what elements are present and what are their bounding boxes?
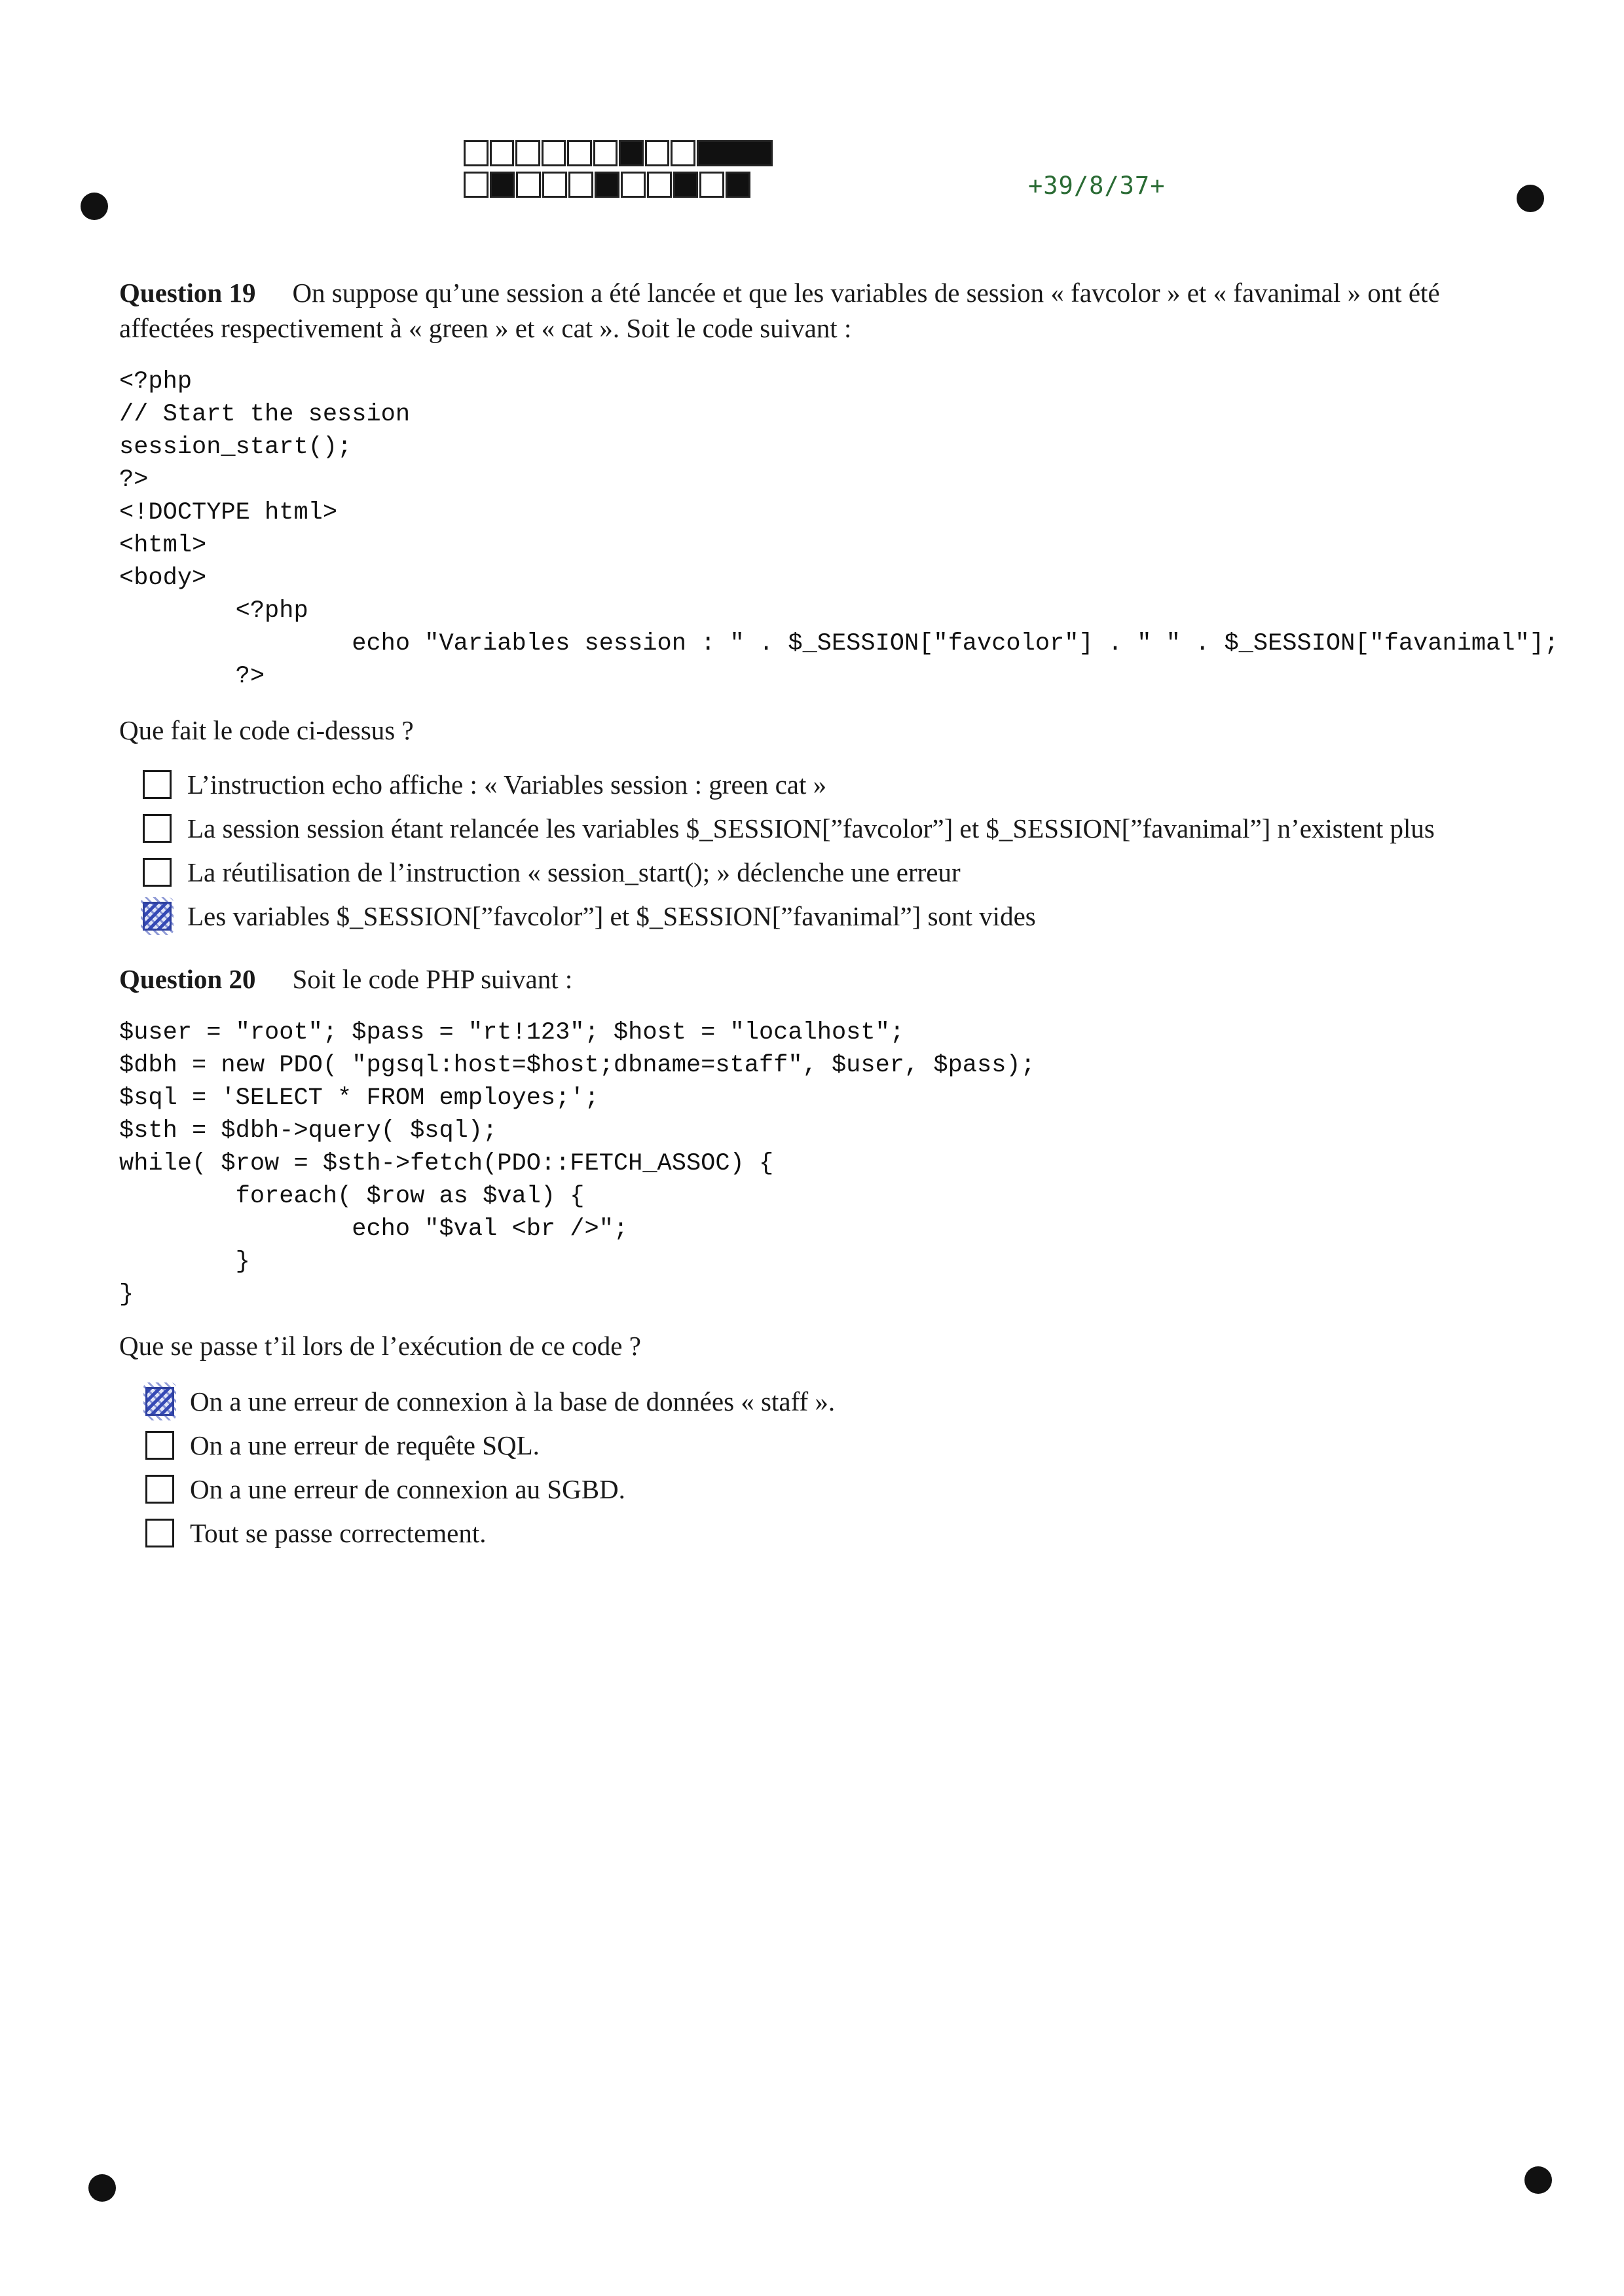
barcode-cell (516, 172, 541, 198)
question-prompt-q20: Que se passe t’il lors de l’exécution de ce code ? (119, 1331, 641, 1361)
checkbox[interactable] (145, 1431, 174, 1460)
question-20 (119, 961, 1527, 997)
barcode-cell (490, 172, 515, 198)
checkbox[interactable] (145, 1475, 174, 1504)
registration-dot-top-left (81, 193, 108, 220)
question-prompt-q19: Que fait le code ci-dessus ? (119, 715, 414, 745)
choices-q20 (145, 1379, 835, 1555)
barcode-cell (619, 140, 644, 166)
registration-dot-bottom-left (88, 2174, 116, 2202)
barcode-cell (567, 140, 592, 166)
barcode-cell (645, 140, 670, 166)
checkbox-checked[interactable] (143, 902, 172, 931)
choice-q19-a[interactable] (143, 762, 1435, 806)
barcode-cell (673, 172, 698, 198)
choice-q19-c[interactable] (143, 850, 1435, 894)
question-text: On suppose qu’une session a été lancée et que les variables de session « favcolor » et « favanimal » ont été affectées respectivement à « green » et « cat ». Soit le code suivant : (119, 278, 1440, 343)
choice-label: On a une erreur de connexion au SGBD. (190, 1473, 625, 1504)
registration-dot-top-right (1517, 185, 1544, 212)
barcode-cell (595, 172, 619, 198)
barcode-row-2 (464, 172, 774, 198)
question-19 (119, 275, 1527, 346)
choice-q20-b[interactable] (145, 1423, 835, 1467)
choice-label: On a une erreur de requête SQL. (190, 1430, 540, 1460)
choice-label: La réutilisation de l’instruction « session_start(); » déclenche une erreur (187, 857, 961, 887)
code-block-q19: <?php // Start the session session_start(); ?> <!DOCTYPE html> <html> <body> <?php echo "Variables session : " . $_SESSION["favcolor"] . " " . $_SESSION["favanimal"]; ?> (119, 368, 1559, 690)
checkbox[interactable] (143, 858, 172, 887)
barcode-cell (647, 172, 672, 198)
choice-label: On a une erreur de connexion à la base de données « staff ». (190, 1386, 836, 1416)
barcode-cell (490, 140, 515, 166)
choice-q19-d[interactable] (143, 894, 1435, 938)
barcode-row-1 (464, 140, 774, 166)
checkbox[interactable] (143, 770, 172, 799)
choice-label: Tout se passe correctement. (190, 1517, 487, 1548)
barcode-cell (621, 172, 646, 198)
checkbox[interactable] (143, 814, 172, 843)
barcode-cell (726, 172, 750, 198)
choice-label: La session session étant relancée les variables $_SESSION[”favcolor”] et $_SESSION[”favanimal”] n’existent plus (187, 813, 1435, 843)
checkbox-checked[interactable] (145, 1387, 174, 1416)
choice-label: L’instruction echo affiche : « Variables session : green cat » (187, 769, 827, 800)
barcode-cell (515, 140, 540, 166)
barcode-cell (593, 140, 618, 166)
choice-label: Les variables $_SESSION[”favcolor”] et $_SESSION[”favanimal”] sont vides (187, 900, 1036, 931)
registration-dot-bottom-right (1524, 2166, 1552, 2194)
page-code: +39/8/37+ (1028, 172, 1166, 200)
choice-q19-b[interactable] (143, 806, 1435, 850)
page-barcode (464, 140, 774, 203)
barcode-cell (464, 140, 489, 166)
barcode-cell (568, 172, 593, 198)
checkbox[interactable] (145, 1519, 174, 1547)
barcode-cell (671, 140, 695, 166)
choice-q20-a[interactable] (145, 1379, 835, 1423)
question-title: Question 19 (119, 278, 256, 308)
question-text: Soit le code PHP suivant : (292, 964, 573, 994)
code-block-q20: $user = "root"; $pass = "rt!123"; $host = "localhost"; $dbh = new PDO( "pgsql:host=$host;dbname=staff", $user, $pass); $sql = 'SELECT * FROM employes;'; $sth = $dbh->query( $sql); while( $row = $sth->fetch(PDO::FETCH_ASSOC) { foreach( $row as $val) { echo "$val <br />"; } } (119, 1019, 1035, 1308)
barcode-cell (542, 140, 566, 166)
question-title: Question 20 (119, 964, 256, 994)
choice-q20-c[interactable] (145, 1467, 835, 1511)
barcode-cell (699, 172, 724, 198)
barcode-cell (697, 140, 773, 166)
barcode-cell (464, 172, 489, 198)
choice-q20-d[interactable] (145, 1511, 835, 1555)
barcode-cell (542, 172, 567, 198)
choices-q19 (143, 762, 1435, 938)
